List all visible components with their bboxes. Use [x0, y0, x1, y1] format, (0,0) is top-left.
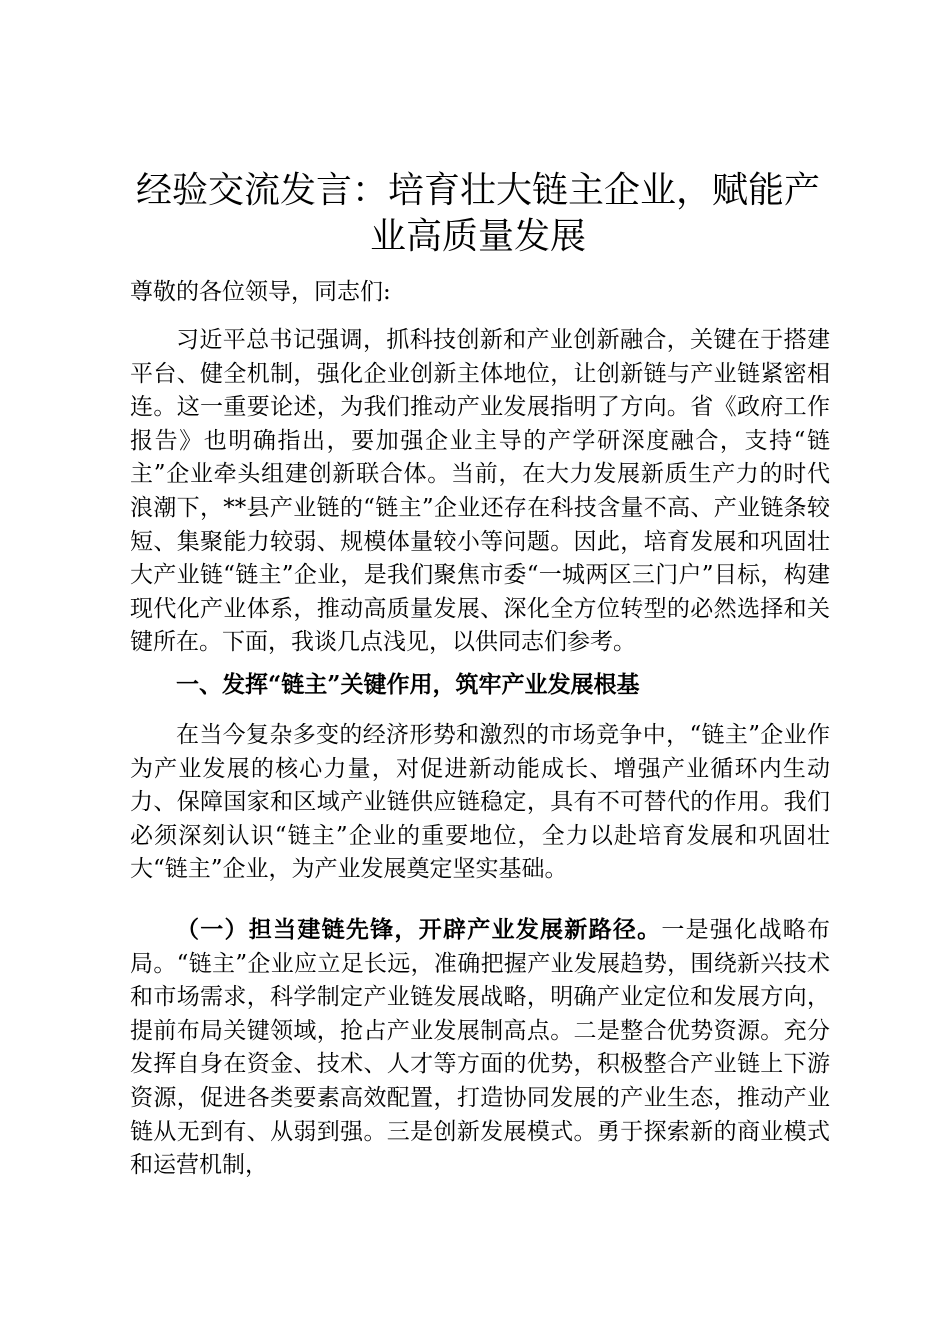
document-title: 经验交流发言：培育壮大链主企业，赋能产业高质量发展 [135, 170, 820, 257]
salutation: 尊敬的各位领导，同志们: [130, 279, 391, 305]
subsection-1-body: 一是强化战略布局。“链主”企业应立足长远，准确把握产业发展趋势，围绕新兴技术和市场需求，科学制定产业链发展战略，明确产业定位和发展方向，提前布局关键领域，抢占产业发展制高点。二是整合优势资源。充分发挥自身在资金、技术、人才等方面的优势，积极整合产业链上下游资源，促进各类要素高效配置，打造协同发展的产业生态，推动产业链从无到有、从弱到强。三是创新发展模式。勇于探索新的商业模式和运营机制， [130, 917, 831, 1179]
subsection-heading-1: （一）担当建链先锋，开辟产业发展新路径。 [176, 916, 662, 943]
section-1-paragraph: 在当今复杂多变的经济形势和激烈的市场竞争中，“链主”企业作为产业发展的核心力量，对促进新动能成长、增强产业循环内生动力、保障国家和区域产业链供应链稳定，具有不可替代的作用。我们必须深刻认识“链主”企业的重要地位，全力以赴培育发展和巩固壮大“链主”企业，为产业发展奠定坚实基础。 [130, 722, 830, 883]
intro-paragraph: 习近平总书记强调，抓科技创新和产业创新融合，关键在于搭建平台、健全机制，强化企业创新主体地位，让创新链与产业链紧密相连。这一重要论述，为我们推动产业发展指明了方向。省《政府工作报告》也明确指出，要加强企业主导的产学研深度融合，支持“链主”企业牵头组建创新联合体。当前，在大力发展新质生产力的时代浪潮下，**县产业链的“链主”企业还存在科技含量不高、产业链条较短、集聚能力较弱、规模体量较小等问题。因此，培育发展和巩固壮大产业链“链主”企业，是我们聚焦市委“一城两区三门户”目标，构建现代化产业体系，推动高质量发展、深化全方位转型的必然选择和关键所在。下面，我谈几点浅见，以供同志们参考。 [130, 327, 830, 656]
subsection-1-paragraph [130, 913, 830, 1183]
section-heading-1: 一、发挥“链主”关键作用，筑牢产业发展根基 [176, 671, 640, 698]
